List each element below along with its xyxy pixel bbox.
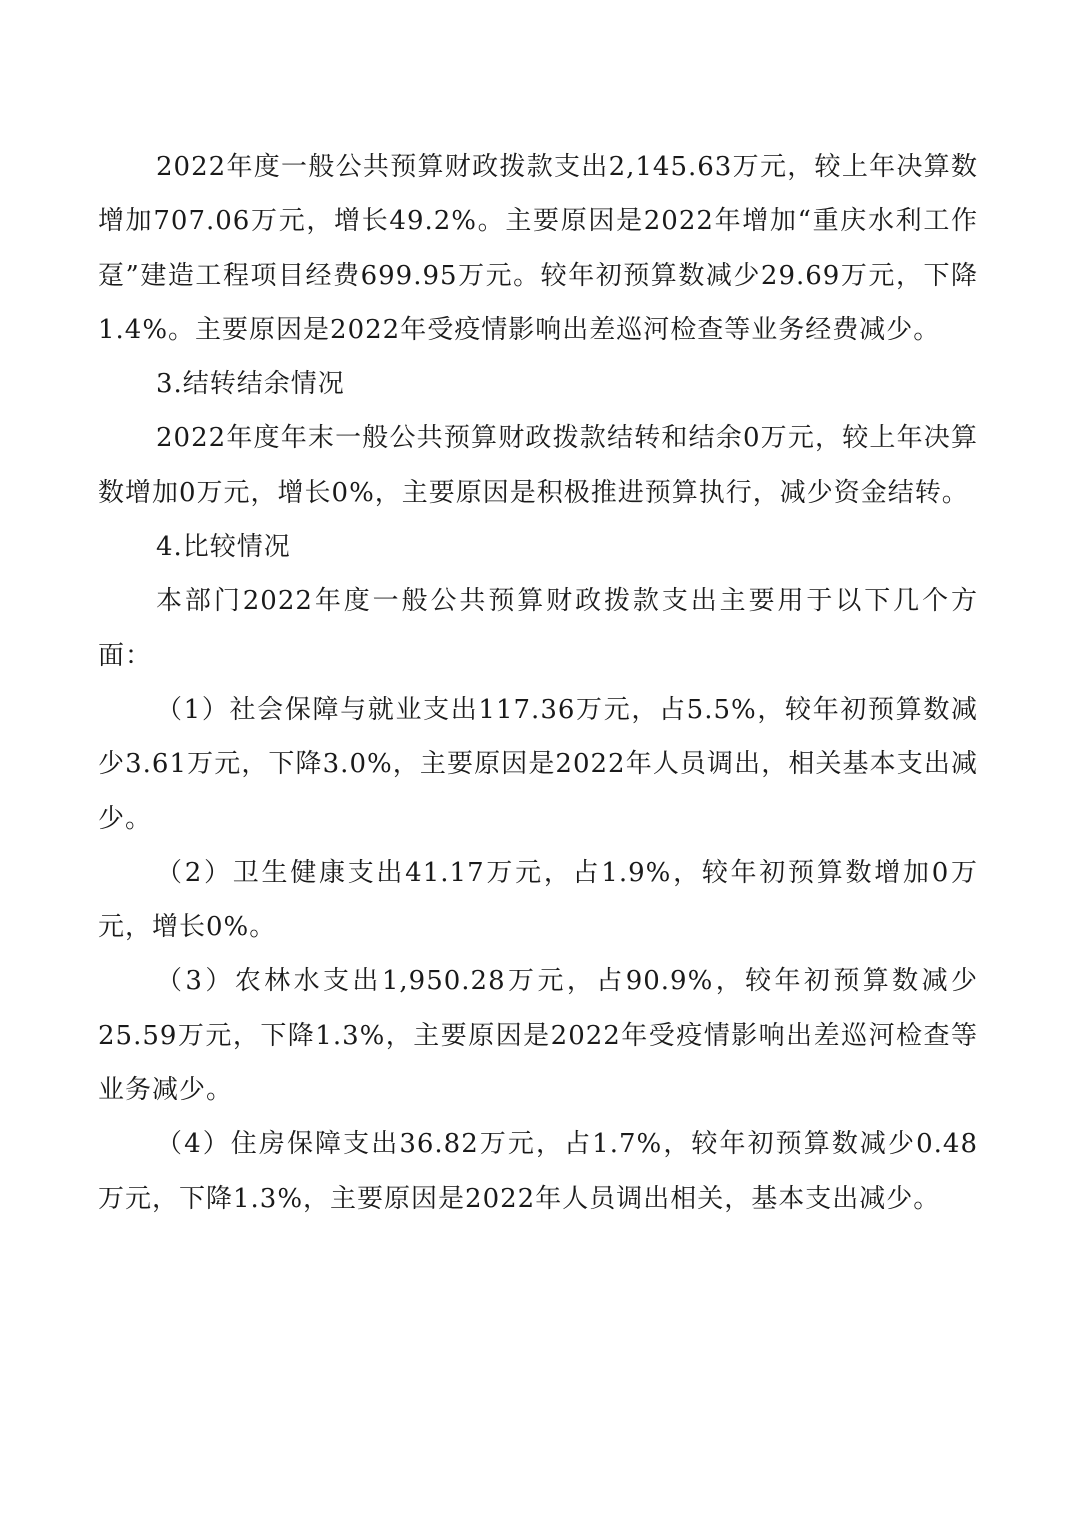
list-item-housing-security: （4）住房保障支出36.82万元，占1.7%，较年初预算数减少0.48万元，下降1.3%，主要原因是2022年人员调出相关，基本支出减少。: [98, 1129, 978, 1214]
paragraph-general-budget-expenditure: 2022年度一般公共预算财政拨款支出2,145.63万元，较上年决算数增加707.06万元，增长49.2%。主要原因是2022年增加“重庆水利工作趸”建造工程项目经费699.95万元。较年初预算数减少29.69万元，下降1.4%。主要原因是2022年受疫情影响出差巡河检查等业务经费减少。: [98, 152, 978, 345]
section-heading-carryover: 3.结转结余情况: [156, 369, 345, 400]
section-heading-comparison: 4.比较情况: [156, 532, 291, 563]
list-item-health: （2）卫生健康支出41.17万元，占1.9%，较年初预算数增加0万元，增长0%。: [98, 857, 978, 943]
paragraph-comparison-intro: 本部门2022年度一般公共预算财政拨款支出主要用于以下几个方面：: [98, 586, 978, 671]
document-body: [98, 140, 978, 1226]
paragraph-carryover-balance: 2022年度年末一般公共预算财政拨款结转和结余0万元，较上年决算数增加0万元，增长0%，主要原因是积极推进预算执行，减少资金结转。: [98, 423, 978, 508]
list-item-agriculture-forestry-water: （3）农林水支出1,950.28万元，占90.9%，较年初预算数减少25.59万元，下降1.3%，主要原因是2022年受疫情影响出差巡河检查等业务减少。: [98, 966, 978, 1106]
list-item-social-security: （1）社会保障与就业支出117.36万元，占5.5%，较年初预算数减少3.61万元，下降3.0%，主要原因是2022年人员调出，相关基本支出减少。: [98, 694, 978, 834]
